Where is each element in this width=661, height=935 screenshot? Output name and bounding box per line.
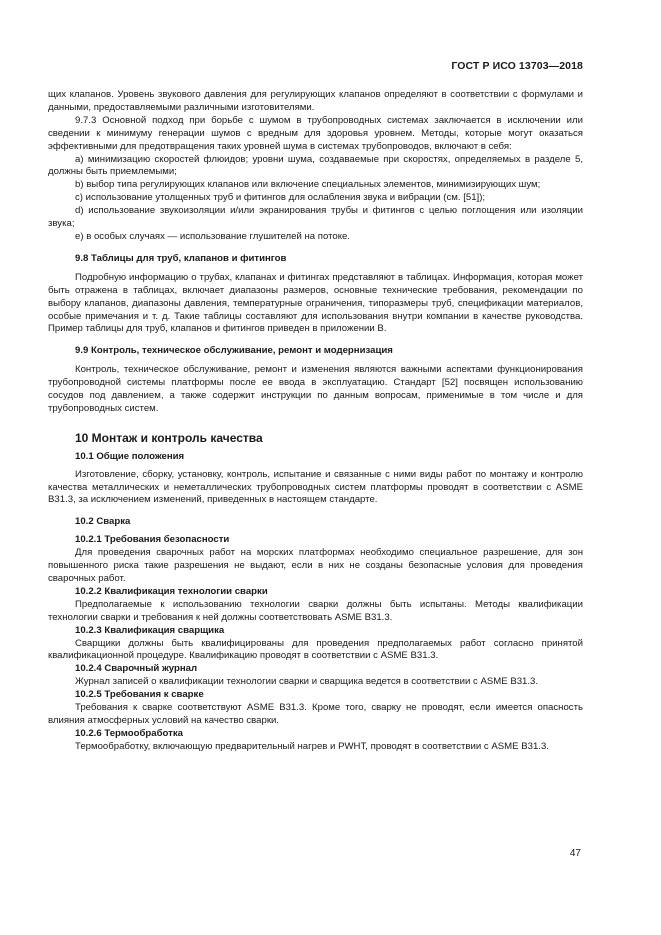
heading-9-8: 9.8 Таблицы для труб, клапанов и фитингов: [75, 252, 287, 264]
list-item-e: e) в особых случаях — использование глушителей на потоке.: [75, 230, 351, 242]
paragraph-9-9: Контроль, техническое обслуживание, ремонт и изменения являются важными аспектами функционирования трубопроводной системы платформы после ее ввода в эксплуатацию. Стандарт [52] посвящен использованию сосудов под давлением, а также содержит инструкции по данным вопросам, применимые в том числе и для трубопроводных систем.: [48, 364, 583, 414]
heading-9-9: 9.9 Контроль, техническое обслуживание, ремонт и модернизация: [75, 345, 393, 357]
page-number: 47: [569, 848, 581, 859]
paragraph-9-7-3: 9.7.3 Основной подход при борьбе с шумом в трубопроводных системах заключается в исключении или сведении к минимуму генерации шумов с вредным для здоровья уровнем. Методы, которые могут оказаться эффективными для предотвращения таких уровней шума в системах трубопроводов, включают в себя:: [48, 114, 583, 152]
heading-10-2-2: 10.2.2 Квалификация технологии сварки: [75, 585, 268, 597]
paragraph-10-2-2: Предполагаемые к использованию технологии сварки должны быть испытаны. Методы квалификации технологии сварки и требования к ней должны соответствовать ASME B31.3.: [48, 598, 583, 623]
heading-10-2-4: 10.2.4 Сварочный журнал: [75, 663, 198, 675]
heading-10-2-1: 10.2.1 Требования безопасности: [75, 534, 230, 546]
heading-10-2-6: 10.2.6 Термообработка: [75, 727, 183, 739]
heading-10-2-3: 10.2.3 Квалификация сварщика: [75, 624, 225, 636]
paragraph-10-2-5: Требования к сварке соответствуют ASME B31.3. Кроме того, сварку не проводят, если имеется опасность влияния атмосферных условий на качество сварки.: [48, 702, 583, 726]
heading-10-1: 10.1 Общие положения: [75, 450, 185, 462]
heading-section-10: 10 Монтаж и контроль качества: [75, 430, 263, 445]
list-item-b: b) выбор типа регулирующих клапанов или включение специальных элементов, минимизирующих шум;: [75, 179, 541, 191]
paragraph-10-1: Изготовление, сборку, установку, контроль, испытание и связанные с ними виды работ по монтажу и контролю качества металлических и неметаллических трубопроводных систем платформы проводят в соответствии с ASME B31.3, за исключением изменений, приведенных в настоящем стандарте.: [48, 468, 583, 506]
paragraph-9-8: Подробную информацию о трубах, клапанах и фитингах представляют в таблицах. Информация, которая может быть отражена в таблицах, включает диапазоны размеров, основные технические требования, рекомендации по выбору клапанов, диапазоны давления, температурные ограничения, типоразмеры труб, спецификации материалов, особые примечания и т. д. Такие таблицы составляют для использования внутри компании в качестве руководства. Пример таблицы для труб, клапанов и фитингов приведен в приложении В.: [48, 271, 583, 335]
list-item-d: d) использование звукоизоляции и/или экранирования трубы и фитингов с целью поглощения или изоляции звука;: [48, 205, 583, 230]
paragraph-10-2-6: Термообработку, включающую предварительный нагрев и PWHT, проводят в соответствии с ASME B31.3.: [75, 740, 549, 752]
paragraph-10-2-4: Журнал записей о квалификации технологии сварки и сварщика ведется в соответствии с ASME B31.3.: [75, 676, 539, 688]
document-id: ГОСТ Р ИСО 13703—2018: [451, 60, 583, 72]
heading-10-2: 10.2 Сварка: [75, 516, 131, 528]
paragraph-10-2-1: Для проведения сварочных работ на морских платформах необходимо специальное разрешение, для зон повышенного риска такие разрешения не выдают, если в них не созданы безопасные условия для проведения сварочных работ.: [48, 547, 583, 584]
paragraph-intro: щих клапанов. Уровень звукового давления для регулирующих клапанов определяют в соответствии с формулами и данными, предоставляемыми различными изготовителями.: [48, 89, 583, 113]
list-item-a: a) минимизацию скоростей флюидов; уровни шума, создаваемые при скоростях, определяемых в разделе 5, должны быть приемлемыми;: [48, 153, 583, 178]
page-body: [48, 89, 583, 754]
list-item-c: c) использование утолщенных труб и фитингов для ослабления звука и вибрации (см. [51]);: [75, 192, 486, 204]
paragraph-10-2-3: Сварщики должны быть квалифицированы для проведения предполагаемых работ согласно принятой квалификационной процедуре. Квалификацию проводят в соответствии с ASME B31.3.: [48, 637, 583, 662]
heading-10-2-5: 10.2.5 Требования к сварке: [75, 689, 204, 701]
